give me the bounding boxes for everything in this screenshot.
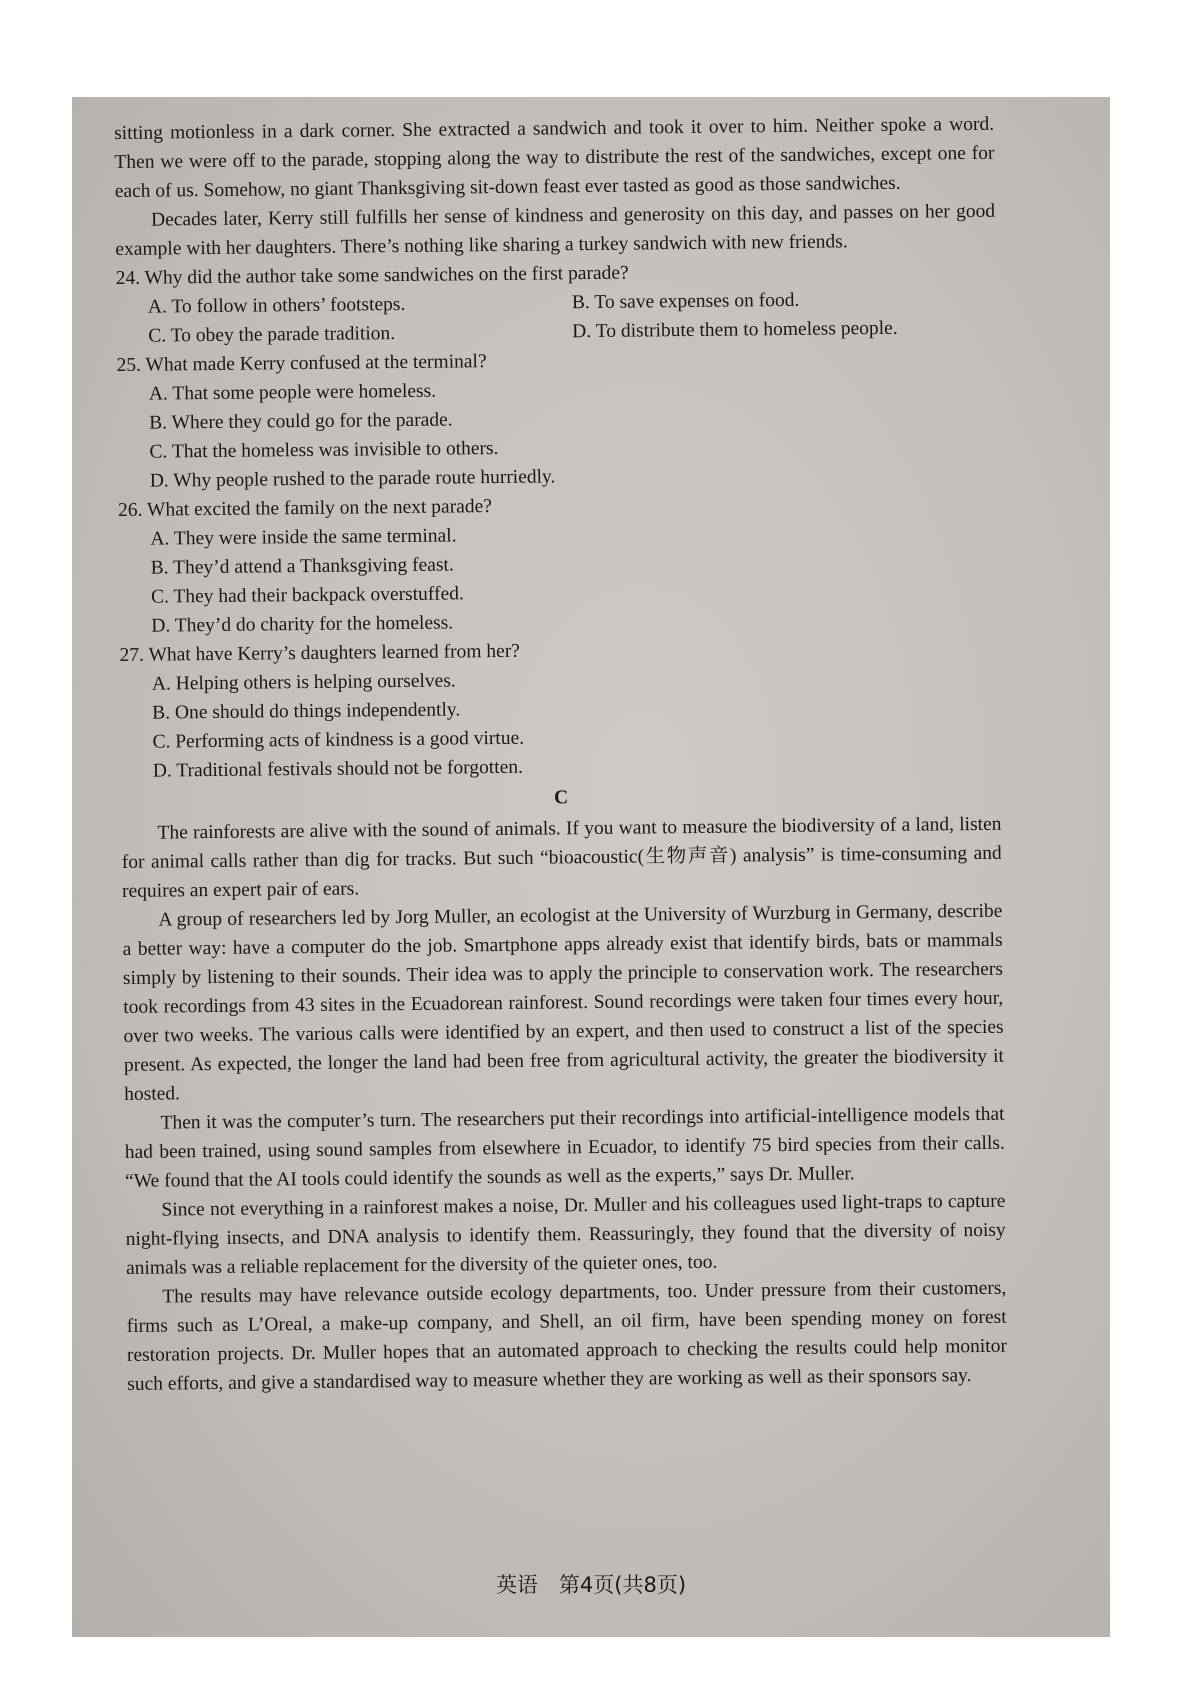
option-a: A. To follow in others’ footsteps. bbox=[147, 293, 406, 318]
option-c: C. They had their backpack overstuffed. bbox=[150, 583, 464, 608]
question-stem: 25. What made Kerry confused at the terminal? bbox=[116, 351, 487, 376]
passage-b-paragraph: Decades later, Kerry still fulfills her sense of kindness and generosity on this day, and passes on her good example with her daughters. There’s nothing like sharing a turkey sandwich with new friends. bbox=[115, 200, 996, 260]
option-c: C. To obey the parade tradition. bbox=[148, 323, 396, 347]
option-b: B. They’d attend a Thanksgiving feast. bbox=[150, 554, 454, 579]
section-heading: C bbox=[553, 787, 569, 809]
question-stem: 27. What have Kerry’s daughters learned from her? bbox=[119, 640, 521, 666]
question-stem: 24. Why did the author take some sandwiches on the first parade? bbox=[115, 262, 629, 289]
question-stem: 26. What excited the family on the next parade? bbox=[117, 496, 492, 521]
passage-b-paragraph: sitting motionless in a dark corner. She extracted a sandwich and took it over to him. Neither spoke a word. Then we were off to the parade, stopping along the way to distribute the rest of the sandwiches, except one for each of us. Somehow, no giant Thanksgiving sit-down feast ever tasted as good as those sandwiches. bbox=[114, 113, 995, 202]
question-27 bbox=[119, 632, 1000, 786]
option-b: B. One should do things independently. bbox=[152, 699, 461, 724]
passage-c-paragraph: The results may have relevance outside ecology departments, too. Under pressure from their customers, firms such as L’Oreal, a make-up company, and Shell, an oil firm, have been spending money on forest restoration projects. Dr. Muller hopes that an automated approach to checking the results could help monitor such efforts, and give a standardised way to measure whether they are working as well as their sponsors say. bbox=[126, 1277, 1008, 1395]
question-25 bbox=[116, 342, 997, 496]
option-a: A. They were inside the same terminal. bbox=[150, 525, 457, 550]
page-footer: 英语 第4页(共8页) bbox=[495, 1573, 687, 1597]
passage-c-paragraph: Since not everything in a rainforest makes a noise, Dr. Muller and his colleagues used light-traps to capture night-flying insects, and DNA analysis to identify them. Reassuringly, they found that the diversity of noisy animals was a reliable replacement for the diversity of the quieter ones, too. bbox=[125, 1190, 1006, 1279]
option-a: A. Helping others is helping ourselves. bbox=[151, 670, 456, 695]
option-d: D. Traditional festivals should not be forgotten. bbox=[152, 756, 524, 782]
option-b: B. Where they could go for the parade. bbox=[149, 409, 453, 434]
option-b: B. To save expenses on food. bbox=[571, 289, 800, 314]
page-content bbox=[114, 110, 1007, 1399]
question-26 bbox=[118, 487, 999, 641]
passage-c-paragraph: The rainforests are alive with the sound of animals. If you want to measure the biodiversity of a land, listen for animal calls rather than dig for tracks. But such “bioacoustic(生物声音) analysis” is time-consuming and requires an expert pair of ears. bbox=[121, 813, 1002, 902]
option-a: A. That some people were homeless. bbox=[148, 380, 437, 405]
question-24 bbox=[116, 255, 997, 351]
option-d: D. Why people rushed to the parade route hurriedly. bbox=[149, 466, 556, 492]
option-c: C. Performing acts of kindness is a good virtue. bbox=[152, 727, 525, 753]
exam-page bbox=[72, 97, 1110, 1637]
option-d: D. They’d do charity for the homeless. bbox=[151, 612, 454, 637]
passage-c-paragraph: Then it was the computer’s turn. The researchers put their recordings into artificial-intelligence models that had been trained, using sound samples from elsewhere in Ecuador, to identify 75 bird species from their calls. “We found that the AI tools could identify the sounds as well as the experts,” says Dr. Muller. bbox=[124, 1103, 1005, 1192]
option-c: C. That the homeless was invisible to others. bbox=[149, 437, 499, 463]
passage-c-paragraph: A group of researchers led by Jorg Muller, an ecologist at the University of Wurzburg in Germany, describe a better way: have a computer do the job. Smartphone apps already exist that identify birds, bats or mammals simply by listening to their sounds. Their idea was to apply the principle to conservation work. The researchers took recordings from 43 sites in the Ecuadorean rainforest. Sound recordings were taken four times every hour, over two weeks. The various calls were identified by an expert, and then used to construct a list of the species present. As expected, the longer the land had been free from agricultural activity, the greater the biodiversity it hosted. bbox=[122, 900, 1004, 1105]
option-d: D. To distribute them to homeless people. bbox=[572, 317, 898, 343]
